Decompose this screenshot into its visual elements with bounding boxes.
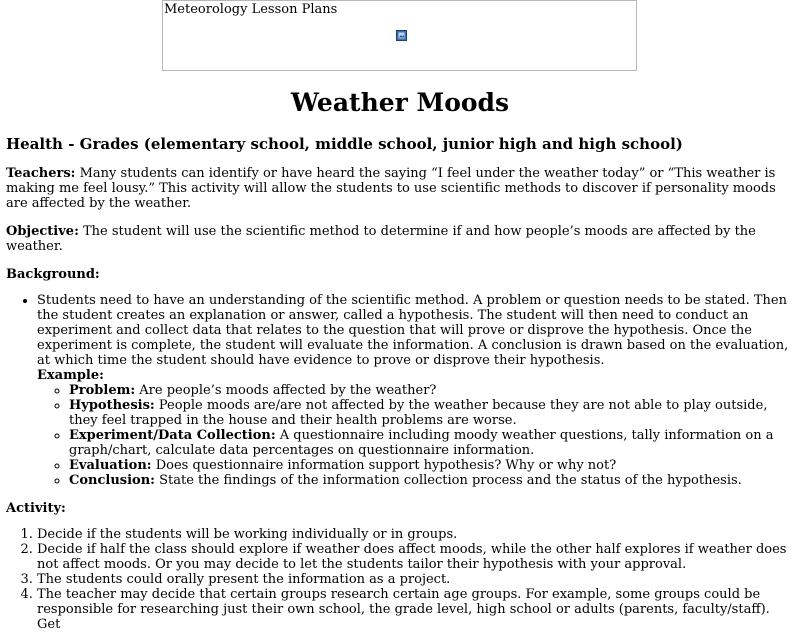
example-label: Example:	[37, 368, 104, 383]
objective-paragraph	[6, 224, 792, 254]
activity-heading	[6, 501, 792, 516]
example-item-conclusion	[69, 473, 792, 488]
background-list	[6, 293, 792, 488]
activity-item: 1. Decide if the students will be working individually or in groups.	[37, 527, 792, 542]
example-item-label: Experiment/Data Collection:	[69, 428, 276, 443]
example-item-text: People moods are/are not affected by the weather because they are not able to play outside, they feel trapped in the house and their health problems are worse.	[69, 398, 768, 428]
header-banner	[162, 0, 637, 71]
objective-label: Objective:	[6, 224, 79, 239]
objective-text: The student will use the scientific method to determine if and how people’s moods are affected by the weather.	[6, 224, 756, 254]
activity-item: 2. Decide if half the class should explore if weather does affect moods, while the other half explores if weather does not affect moods. Or you may decide to let the students tailor their hypothesis with your approval.	[37, 542, 792, 572]
example-item-text: A questionnaire including moody weather questions, tally information on a graph/chart, calculate data percentages on questionnaire information.	[69, 428, 774, 458]
teachers-label: Teachers:	[6, 166, 76, 181]
example-item-text: Are people’s moods affected by the weather?	[135, 383, 437, 398]
example-item-evaluation	[69, 458, 792, 473]
background-text: Students need to have an understanding of the scientific method. A problem or question needs to be stated. Then the student creates an explanation or answer, called a hypothesis. The student will then need to conduct an experiment and collect data that relates to the question that will prove or disprove the hypothesis. Once the experiment is complete, the student will evaluate the information. A conclusion is drawn based on the evaluation, at which time the student should have evidence to prove or disprove their hypothesis.	[37, 293, 789, 368]
example-item-experiment	[69, 428, 792, 458]
example-item-label: Hypothesis:	[69, 398, 155, 413]
page-title: Weather Moods	[290, 88, 510, 117]
example-item-label: Evaluation:	[69, 458, 152, 473]
header-title: Meteorology Lesson Plans	[164, 2, 338, 17]
example-list	[37, 383, 792, 488]
activity-list	[6, 527, 792, 632]
subtitle: Health - Grades (elementary school, middle school, junior high and high school)	[6, 135, 683, 153]
example-item-hypothesis	[69, 398, 792, 428]
background-heading	[6, 267, 792, 282]
example-item-text: Does questionnaire information support hypothesis? Why or why not?	[151, 458, 617, 473]
background-label: Background:	[6, 267, 100, 282]
example-item-label: Conclusion:	[69, 473, 155, 488]
example-item-problem	[69, 383, 792, 398]
image-placeholder-icon	[396, 30, 407, 41]
background-item	[37, 293, 792, 488]
example-item-label: Problem:	[69, 383, 136, 398]
teachers-paragraph	[6, 166, 792, 211]
teachers-text: Many students can identify or have heard the saying “I feel under the weather today” or “This weather is making me feel lousy.” This activity will allow the students to use scientific methods to discover if personality moods are affected by the weather.	[6, 166, 776, 211]
activity-item: 4. The teacher may decide that certain groups research certain age groups. For example, some groups could be responsible for researching just their own school, the grade level, high school or adults (parents, faculty/staff). Get	[37, 587, 792, 632]
lesson-content	[6, 135, 792, 632]
activity-item: 3. The students could orally present the information as a project.	[37, 572, 792, 587]
example-item-text: State the findings of the information collection process and the status of the hypothesis.	[154, 473, 742, 488]
activity-label: Activity:	[6, 501, 66, 516]
